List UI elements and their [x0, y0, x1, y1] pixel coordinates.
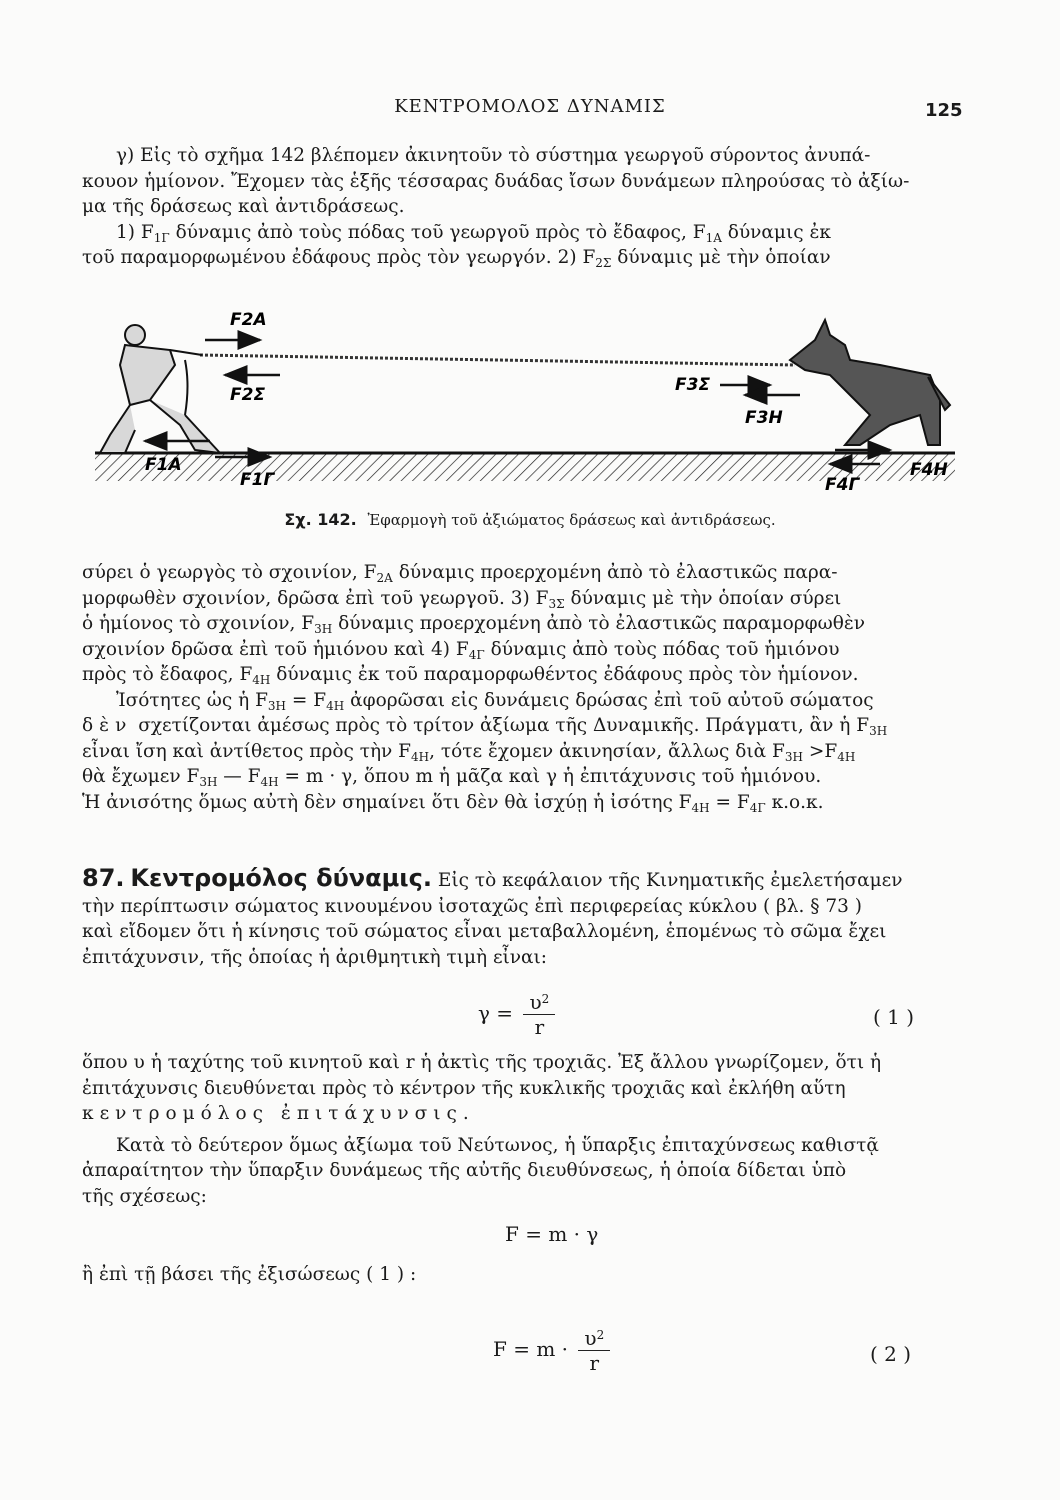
- text-line: τὴν περίπτωσιν σώματος κινουμένου ἰσοταχῶς ἐπὶ περιφερείας κύκλου ( βλ. § 73 ): [82, 895, 862, 917]
- text-line: εἶναι ἴση καὶ ἀντίθετος πρὸς τὴν $F_{4H}$, τότε ἔχομεν ἀκινησίαν, ἄλλως διὰ $F_{3H} >F_{4H}$: [82, 740, 856, 764]
- figure-142: [90, 305, 965, 505]
- section-number: 87.: [82, 864, 125, 892]
- mule-figure: [790, 320, 950, 445]
- label-f1a: F1A: [145, 455, 182, 475]
- figure-illustration: [90, 305, 965, 505]
- paragraph-intro: [82, 143, 956, 271]
- text-line: ἐπιτάχυνσιν, τῆς ὁποίας ἡ ἀριθμητικὴ τιμὴ εἶναι:: [82, 946, 548, 968]
- farmer-figure: [100, 325, 220, 453]
- text-line: μορφωθὲν σχοινίον, δρῶσα ἐπὶ τοῦ γεωργοῦ. 3) $F_{3\Sigma}$ δύναμις μὲ τὴν ὁποίαν σύρει: [82, 587, 842, 611]
- equation-2: F = m · $\frac{\upsilon^2}{r}$: [493, 1326, 614, 1375]
- label-f3h: F3H: [745, 408, 783, 428]
- text-line: Ἰσότητες ὡς ἡ $F_{3H} = F_{4H}$ ἀφορῶσαι εἰς δυνάμεις δρώσας ἐπὶ τοῦ αὐτοῦ σώματος: [116, 689, 874, 713]
- equation-1: γ = $\frac{\upsilon^2}{r}$: [478, 990, 559, 1039]
- section-title: Κεντρομόλος δύναμις.: [130, 864, 432, 892]
- text-line: κουον ἡμίονον. Ἔχομεν τὰς ἑξῆς τέσσαρας δυάδας ἴσων δυνάμεων πληρούσας τὸ ἀξίω-: [82, 170, 910, 192]
- text-line: ὅπου υ ἡ ταχύτης τοῦ κινητοῦ καὶ r ἡ ἀκτὶς τῆς τροχιᾶς. Ἐξ ἄλλου γνωρίζομεν, ὅτι ἡ: [82, 1052, 882, 1073]
- text-line: Ἡ ἀνισότης ὅμως αὐτὴ δὲν σημαίνει ὅτι δὲν θὰ ἰσχύῃ ἡ ἰσότης $F_{4H} = F_{4\Gamma}$ κ.ο.κ.: [82, 791, 824, 815]
- text-line: θὰ ἔχωμεν $F_{3H}$ — $F_{4H} = m \cdot \gamma$, ὅπου m ἡ μᾶζα καὶ γ ἡ ἐπιτάχυνσις τοῦ ἡμιόνου.: [82, 766, 822, 789]
- label-f1g: F1Γ: [240, 470, 275, 490]
- caption-text: Ἐφαρμογὴ τοῦ ἀξιώματος δράσεως καὶ ἀντιδράσεως.: [367, 511, 776, 529]
- text-line: γ) Εἰς τὸ σχῆμα 142 βλέπομεν ἀκινητοῦν τὸ σύστημα γεωργοῦ σύροντος ἀνυπά-: [116, 145, 871, 166]
- text-line: μα τῆς δράσεως καὶ ἀντιδράσεως.: [82, 196, 405, 217]
- text-line: ὁ ἡμίονος τὸ σχοινίον, $F_{3H}$ δύναμις προερχομένη ἀπὸ τὸ ἐλαστικῶς παραμορφωθὲν: [82, 613, 866, 636]
- text-line: τῆς σχέσεως:: [82, 1185, 207, 1207]
- figure-caption: [0, 510, 1060, 529]
- text-line: κεντρομόλος ἐπιτάχυνσις.: [82, 1103, 475, 1124]
- paragraph-centripetal: [82, 1050, 956, 1209]
- text-line: σύρει ὁ γεωργὸς τὸ σχοινίον, $F_{2A}$ δύναμις προερχομένη ἀπὸ τὸ ἐλαστικῶς παρα-: [82, 562, 838, 585]
- caption-number: Σχ. 142.: [284, 510, 357, 529]
- paragraph-lead-eq2: [82, 1262, 956, 1288]
- label-f4g: F4Γ: [825, 475, 860, 495]
- equation-2-label: ( 2 ): [870, 1342, 912, 1366]
- text-line: τοῦ παραμορφωμένου ἐδάφους πρὸς τὸν γεωργόν. 2) $F_{2\Sigma}$ δύναμις μὲ τὴν ὁποίαν: [82, 247, 831, 270]
- rope: [200, 355, 795, 365]
- page-header-title: ΚΕΝΤΡΟΜΟΛΟΣ ΔΥΝΑΜΙΣ: [394, 96, 666, 117]
- text-line: δὲν σχετίζονται ἀμέσως πρὸς τὸ τρίτον ἀξίωμα τῆς Δυναμικῆς. Πράγματι, ἂν ἡ $F_{3H}$: [82, 715, 888, 738]
- label-f4h: F4H: [910, 460, 948, 480]
- text-line: σχοινίον δρῶσα ἐπὶ τοῦ ἡμιόνου καὶ 4) $F_{4\Gamma}$ δύναμις ἀπὸ τοὺς πόδας τοῦ ἡμιόνου: [82, 638, 840, 662]
- equation-newton: F = m · γ: [505, 1222, 599, 1246]
- section-87: [82, 866, 956, 970]
- text-line: ἐπιτάχυνσις διευθύνεται πρὸς τὸ κέντρον τῆς κυκλικῆς τροχιᾶς καὶ ἐκλήθη αὕτη: [82, 1077, 846, 1099]
- equation-1-label: ( 1 ): [873, 1005, 915, 1029]
- label-f3s: F3Σ: [675, 375, 711, 395]
- text-line: ἀπαραίτητον τὴν ὕπαρξιν δυνάμεως τῆς αὐτῆς διευθύνσεως, ἡ ὁποία δίδεται ὑπὸ: [82, 1160, 847, 1181]
- label-f2s: F2Σ: [230, 385, 266, 405]
- paragraph-forces: [82, 560, 956, 815]
- text-line: 87. Κεντρομόλος δύναμις. Εἰς τὸ κεφάλαιον τῆς Κινηματικῆς ἐμελετήσαμεν: [82, 864, 903, 892]
- text-line: ἢ ἐπὶ τῇ βάσει τῆς ἐξισώσεως ( 1 ) :: [82, 1264, 417, 1285]
- text-line: καὶ εἴδομεν ὅτι ἡ κίνησις τοῦ σώματος εἶναι μεταβαλλομένη, ἑπομένως τὸ σῶμα ἔχει: [82, 921, 887, 942]
- text-line: Κατὰ τὸ δεύτερον ὅμως ἀξίωμα τοῦ Νεύτωνος, ἡ ὕπαρξις ἐπιταχύνσεως καθιστᾷ: [116, 1134, 879, 1156]
- label-f2a: F2A: [230, 310, 267, 330]
- text-line: 1) $F_{1\Gamma}$ δύναμις ἀπὸ τοὺς πόδας τοῦ γεωργοῦ πρὸς τὸ ἔδαφος, $F_{1A}$ δύναμις ἐκ: [116, 221, 831, 245]
- page-number: 125: [925, 100, 963, 121]
- text-line: πρὸς τὸ ἔδαφος, $F_{4H}$ δύναμις ἐκ τοῦ παραμορφωθέντος ἐδάφους πρὸς τὸν ἡμίονον.: [82, 664, 859, 687]
